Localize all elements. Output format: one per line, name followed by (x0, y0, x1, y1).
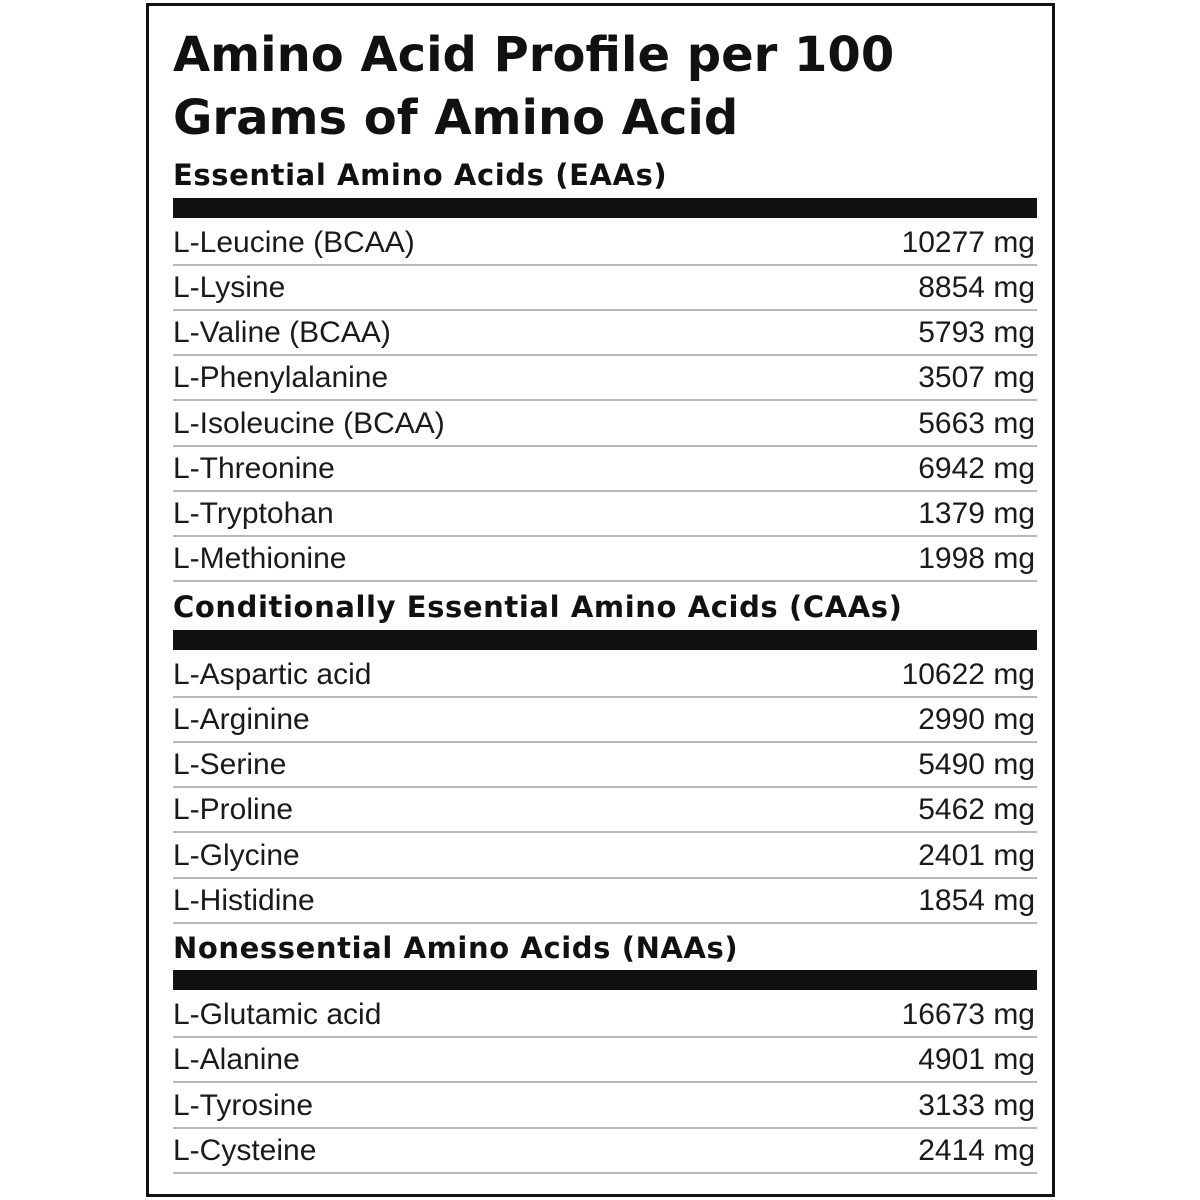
amino-acid-name: L-Tyrosine (173, 1089, 314, 1122)
amino-acid-amount: 3133 mg (918, 1089, 1035, 1122)
amino-acid-name: L-Valine (BCAA) (173, 316, 391, 349)
table-row (173, 993, 1037, 1038)
table-row (173, 492, 1037, 537)
table-row (173, 743, 1037, 788)
section-divider-bar (173, 630, 1037, 650)
amino-acid-name: L-Lysine (173, 271, 286, 304)
table-row (173, 834, 1037, 879)
table-row (173, 266, 1037, 311)
amino-acid-name: L-Aspartic acid (173, 658, 372, 691)
amino-acid-name: L-Cysteine (173, 1134, 317, 1167)
amino-acid-amount: 10277 mg (901, 226, 1035, 259)
table-row (173, 1038, 1037, 1083)
amino-acid-amount: 8854 mg (918, 271, 1035, 304)
amino-acid-name: L-Proline (173, 793, 294, 826)
amino-acid-amount: 5462 mg (918, 793, 1035, 826)
page-title (173, 24, 1037, 150)
amino-acid-name: L-Glycine (173, 839, 300, 872)
amino-acid-amount: 6942 mg (918, 452, 1035, 485)
table-row (173, 311, 1037, 356)
amino-acid-name: L-Phenylalanine (173, 361, 389, 394)
table-row (173, 537, 1037, 582)
amino-acid-amount: 4901 mg (918, 1043, 1035, 1076)
amino-acid-name: L-Alanine (173, 1043, 300, 1076)
amino-acid-amount: 5793 mg (918, 316, 1035, 349)
section-divider-bar (173, 198, 1037, 218)
amino-acid-amount: 10622 mg (901, 658, 1035, 691)
amino-acid-amount: 1998 mg (918, 542, 1035, 575)
table-row (173, 698, 1037, 743)
amino-acid-amount: 16673 mg (901, 998, 1035, 1031)
table-row (173, 402, 1037, 447)
amino-acid-amount: 2401 mg (918, 839, 1035, 872)
amino-acid-name: L-Glutamic acid (173, 998, 382, 1031)
amino-acid-name: L-Methionine (173, 542, 347, 575)
table-row (173, 1084, 1037, 1129)
section-divider-bar (173, 970, 1037, 990)
amino-acid-name: L-Leucine (BCAA) (173, 226, 415, 259)
amino-acid-name: L-Histidine (173, 884, 315, 917)
amino-acid-amount: 1379 mg (918, 497, 1035, 530)
table-row (173, 788, 1037, 833)
amino-acid-profile-panel (146, 3, 1055, 1197)
amino-acid-name: L-Serine (173, 748, 287, 781)
amino-acid-name: L-Arginine (173, 703, 310, 736)
amino-acid-amount: 1854 mg (918, 884, 1035, 917)
amino-acid-name: L-Tryptohan (173, 497, 334, 530)
title-line-2: Grams of Amino Acid (173, 90, 739, 146)
amino-acid-amount: 5663 mg (918, 407, 1035, 440)
section-heading-naas: Nonessential Amino Acids (NAAs) (173, 931, 739, 965)
amino-acid-name: L-Threonine (173, 452, 335, 485)
table-row (173, 356, 1037, 401)
section-heading-caas: Conditionally Essential Amino Acids (CAAs) (173, 590, 903, 624)
table-row (173, 653, 1037, 698)
amino-acid-name: L-Isoleucine (BCAA) (173, 407, 445, 440)
table-row (173, 1129, 1037, 1174)
amino-acid-amount: 2414 mg (918, 1134, 1035, 1167)
table-row (173, 221, 1037, 266)
amino-acid-amount: 2990 mg (918, 703, 1035, 736)
title-line-1: Amino Acid Profile per 100 (173, 27, 895, 83)
table-row (173, 879, 1037, 924)
section-heading-eaas: Essential Amino Acids (EAAs) (173, 158, 668, 192)
table-row (173, 447, 1037, 492)
amino-acid-amount: 5490 mg (918, 748, 1035, 781)
amino-acid-amount: 3507 mg (918, 361, 1035, 394)
